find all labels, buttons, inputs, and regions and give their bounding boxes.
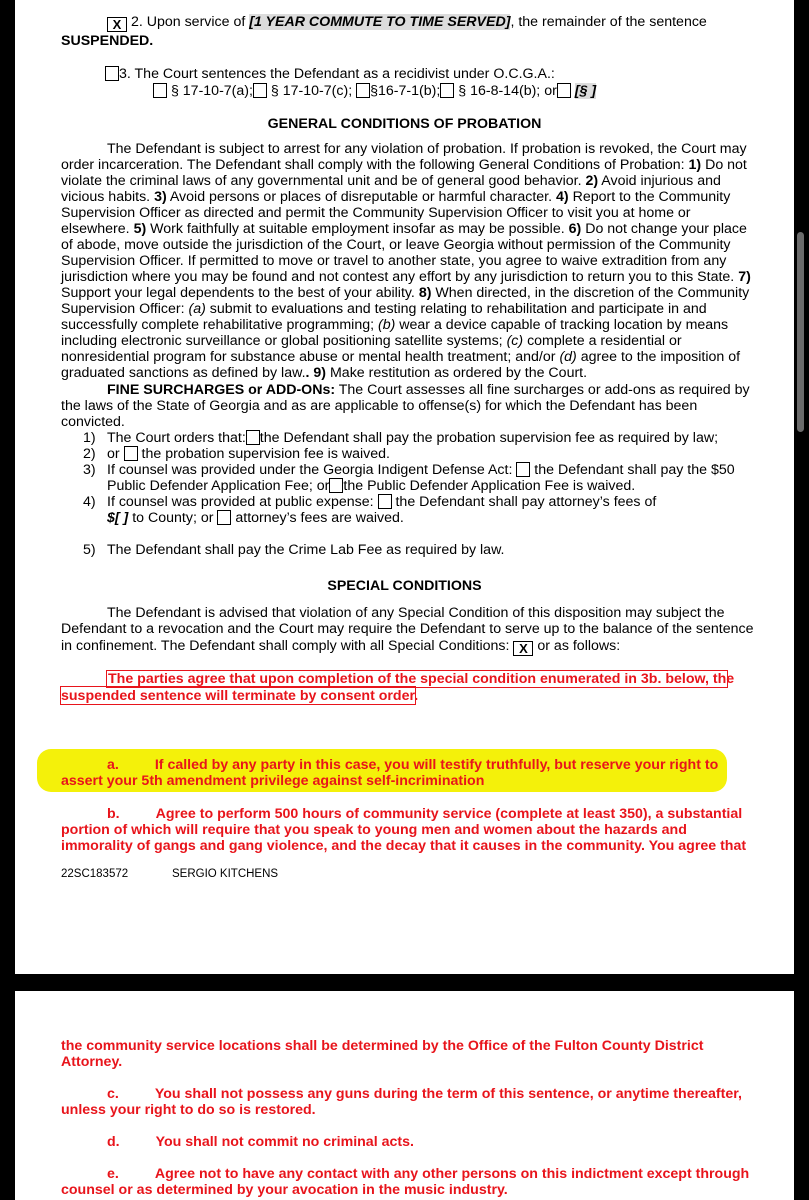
continuation-line: Attorney.	[61, 1054, 123, 1070]
condition-e-line: counsel or as determined by your avocation in the music industry.	[61, 1182, 508, 1198]
paragraph-line: jurisdiction where you may be found and not contest any effort by any jurisdiction to return you to this State. 7)	[61, 269, 751, 285]
suspended-text: SUSPENDED.	[61, 33, 154, 49]
checkbox[interactable]	[356, 83, 370, 98]
paragraph-line: The Defendant is advised that violation of any Special Condition of this disposition may subject the	[107, 605, 725, 621]
defendant-name: SERGIO KITCHENS	[172, 868, 279, 880]
case-number: 22SC183572	[61, 868, 129, 880]
condition-b-line: portion of which will require that you speak to young men and women about the hazards and	[61, 822, 687, 838]
condition-a-line: a. If called by any party in this case, you will testify truthfully, but reserve your right to	[107, 757, 719, 773]
paragraph-line: the laws of the State of Georgia and as are applicable to offense(s) for which the Defendant has been	[61, 398, 698, 414]
scrollbar-thumb[interactable]	[797, 232, 804, 432]
list-item-text: If counsel was provided under the Georgia Indigent Defense Act: the Defendant shall pay the $50	[107, 462, 735, 478]
paragraph-line: of abode, move outside the jurisdiction of the Court, or leave Georgia without permission of the Community	[61, 237, 731, 253]
statute-options: § 17-10-7(a); § 17-10-7(c); §16-7-1(b); § 16-8-14(b); or [§ ]	[153, 83, 596, 99]
item-3-line: 3. The Court sentences the Defendant as a recidivist under O.C.G.A.:	[105, 66, 555, 82]
paragraph-line: Supervision Officer. If permitted to move or travel to another state, you agree to waive extradition from any	[61, 253, 727, 269]
list-item: 3)	[83, 462, 96, 478]
paragraph-line: graduated sanctions as defined by law.. 9) Make restitution as ordered by the Court.	[61, 365, 588, 381]
list-item-text: $[ ] to County; or attorney’s fees are waived.	[107, 510, 404, 526]
paragraph-line: Support your legal dependents to the best of your ability. 8) When directed, in the discretion of the Community	[61, 285, 750, 301]
fine-surcharges-line: FINE SURCHARGES or ADD-ONs: The Court assesses all fine surcharges or add-ons as required by	[107, 382, 750, 398]
paragraph-line: Supervision Officer: (a) submit to evaluations and testing relating to rehabilitation and participate in and	[61, 301, 707, 317]
paragraph-line: convicted.	[61, 414, 125, 430]
paragraph-line: vicious habits. 3) Avoid persons or places of disreputable or harmful character. 4) Report to the Community	[61, 189, 731, 205]
condition-c-line: unless your right to do so is restored.	[61, 1102, 316, 1118]
checkbox[interactable]	[124, 446, 138, 461]
list-item-text: or the probation supervision fee is waived.	[107, 446, 390, 462]
paragraph-line: violate the criminal laws of any governmental unit and be of general good behavior. 2) Avoid injurious and	[61, 173, 721, 189]
condition-b-line: immorality of gangs and gang violence, and the decay that it causes in the community. You agree that	[61, 838, 747, 854]
consent-line: The parties agree that upon completion of the special condition enumerated in 3b. below, the	[108, 671, 735, 687]
paragraph-line: in confinement. The Defendant shall comply with all Special Conditions: X or as follows:	[61, 638, 621, 656]
list-item: 1)	[83, 430, 96, 446]
paragraph-line: The Defendant is subject to arrest for any violation of probation. If probation is revoked, the Court may	[107, 141, 747, 157]
paragraph-line: Defendant to a revocation and the Court may require the Defendant to serve up to the balance of the sentence	[61, 621, 754, 637]
document-page-1	[15, 0, 794, 974]
checkbox[interactable]	[557, 83, 571, 98]
list-item: 5)	[83, 542, 96, 558]
list-item: 2)	[83, 446, 96, 462]
list-item-text: Public Defender Application Fee; or the Public Defender Application Fee is waived.	[107, 478, 636, 494]
paragraph-line: including electronic surveillance or global positioning satellite systems; (c) complete a residential or	[61, 333, 682, 349]
checkbox[interactable]	[329, 478, 343, 493]
condition-d-line: d. You shall not commit no criminal acts.	[107, 1134, 414, 1150]
consent-line: suspended sentence will terminate by consent order.	[61, 688, 419, 704]
checkbox[interactable]	[253, 83, 267, 98]
paragraph-line: successfully complete rehabilitative programming; (b) wear a device capable of tracking location by means	[61, 317, 729, 333]
condition-b-line: b. Agree to perform 500 hours of community service (complete at least 350), a substantial	[107, 806, 743, 822]
special-conditions-heading: SPECIAL CONDITIONS	[327, 578, 482, 594]
checkbox[interactable]	[105, 66, 119, 81]
checkbox[interactable]	[440, 83, 454, 98]
list-item: 4)	[83, 494, 96, 510]
checkbox-checked[interactable]: X	[107, 17, 127, 32]
list-item-text: The Defendant shall pay the Crime Lab Fee as required by law.	[107, 542, 505, 558]
checkbox[interactable]	[153, 83, 167, 98]
paragraph-line: Supervision Officer as directed and permit the Community Supervision Officer to visit you at home or	[61, 205, 691, 221]
checkbox[interactable]	[516, 462, 530, 477]
document-page-2	[15, 991, 794, 1200]
continuation-line: the community service locations shall be determined by the Office of the Fulton County District	[61, 1038, 704, 1054]
paragraph-line: order incarceration. The Defendant shall comply with the following General Conditions of Probation: 1) Do not	[61, 157, 747, 173]
checkbox-checked[interactable]: X	[513, 641, 533, 656]
bracket-field: [1 YEAR COMMUTE TO TIME SERVED]	[249, 14, 511, 30]
paragraph-line: nonresidential program for substance abuse or mental health treatment; and/or (d) agree to the imposition of	[61, 349, 741, 365]
list-item-text: If counsel was provided at public expense: the Defendant shall pay attorney’s fees of	[107, 494, 657, 510]
checkbox[interactable]	[217, 510, 231, 525]
condition-c-line: c. You shall not possess any guns during the term of this sentence, or anytime thereafter,	[107, 1086, 742, 1102]
condition-e-line: e. Agree not to have any contact with any other persons on this indictment except through	[107, 1166, 750, 1182]
checkbox[interactable]	[378, 494, 392, 509]
paragraph-line: elsewhere. 5) Work faithfully at suitable employment insofar as may be possible. 6) Do not change your place	[61, 221, 747, 237]
checkbox[interactable]	[246, 430, 260, 445]
list-item-text: The Court orders that: the Defendant shall pay the probation supervision fee as required by law;	[107, 430, 719, 446]
general-conditions-heading: GENERAL CONDITIONS OF PROBATION	[267, 116, 542, 132]
condition-a-line: assert your 5th amendment privilege against self-incrimination	[61, 773, 485, 789]
item-2-line: X 2. Upon service of [1 YEAR COMMUTE TO TIME SERVED], the remainder of the sentence	[107, 14, 707, 32]
